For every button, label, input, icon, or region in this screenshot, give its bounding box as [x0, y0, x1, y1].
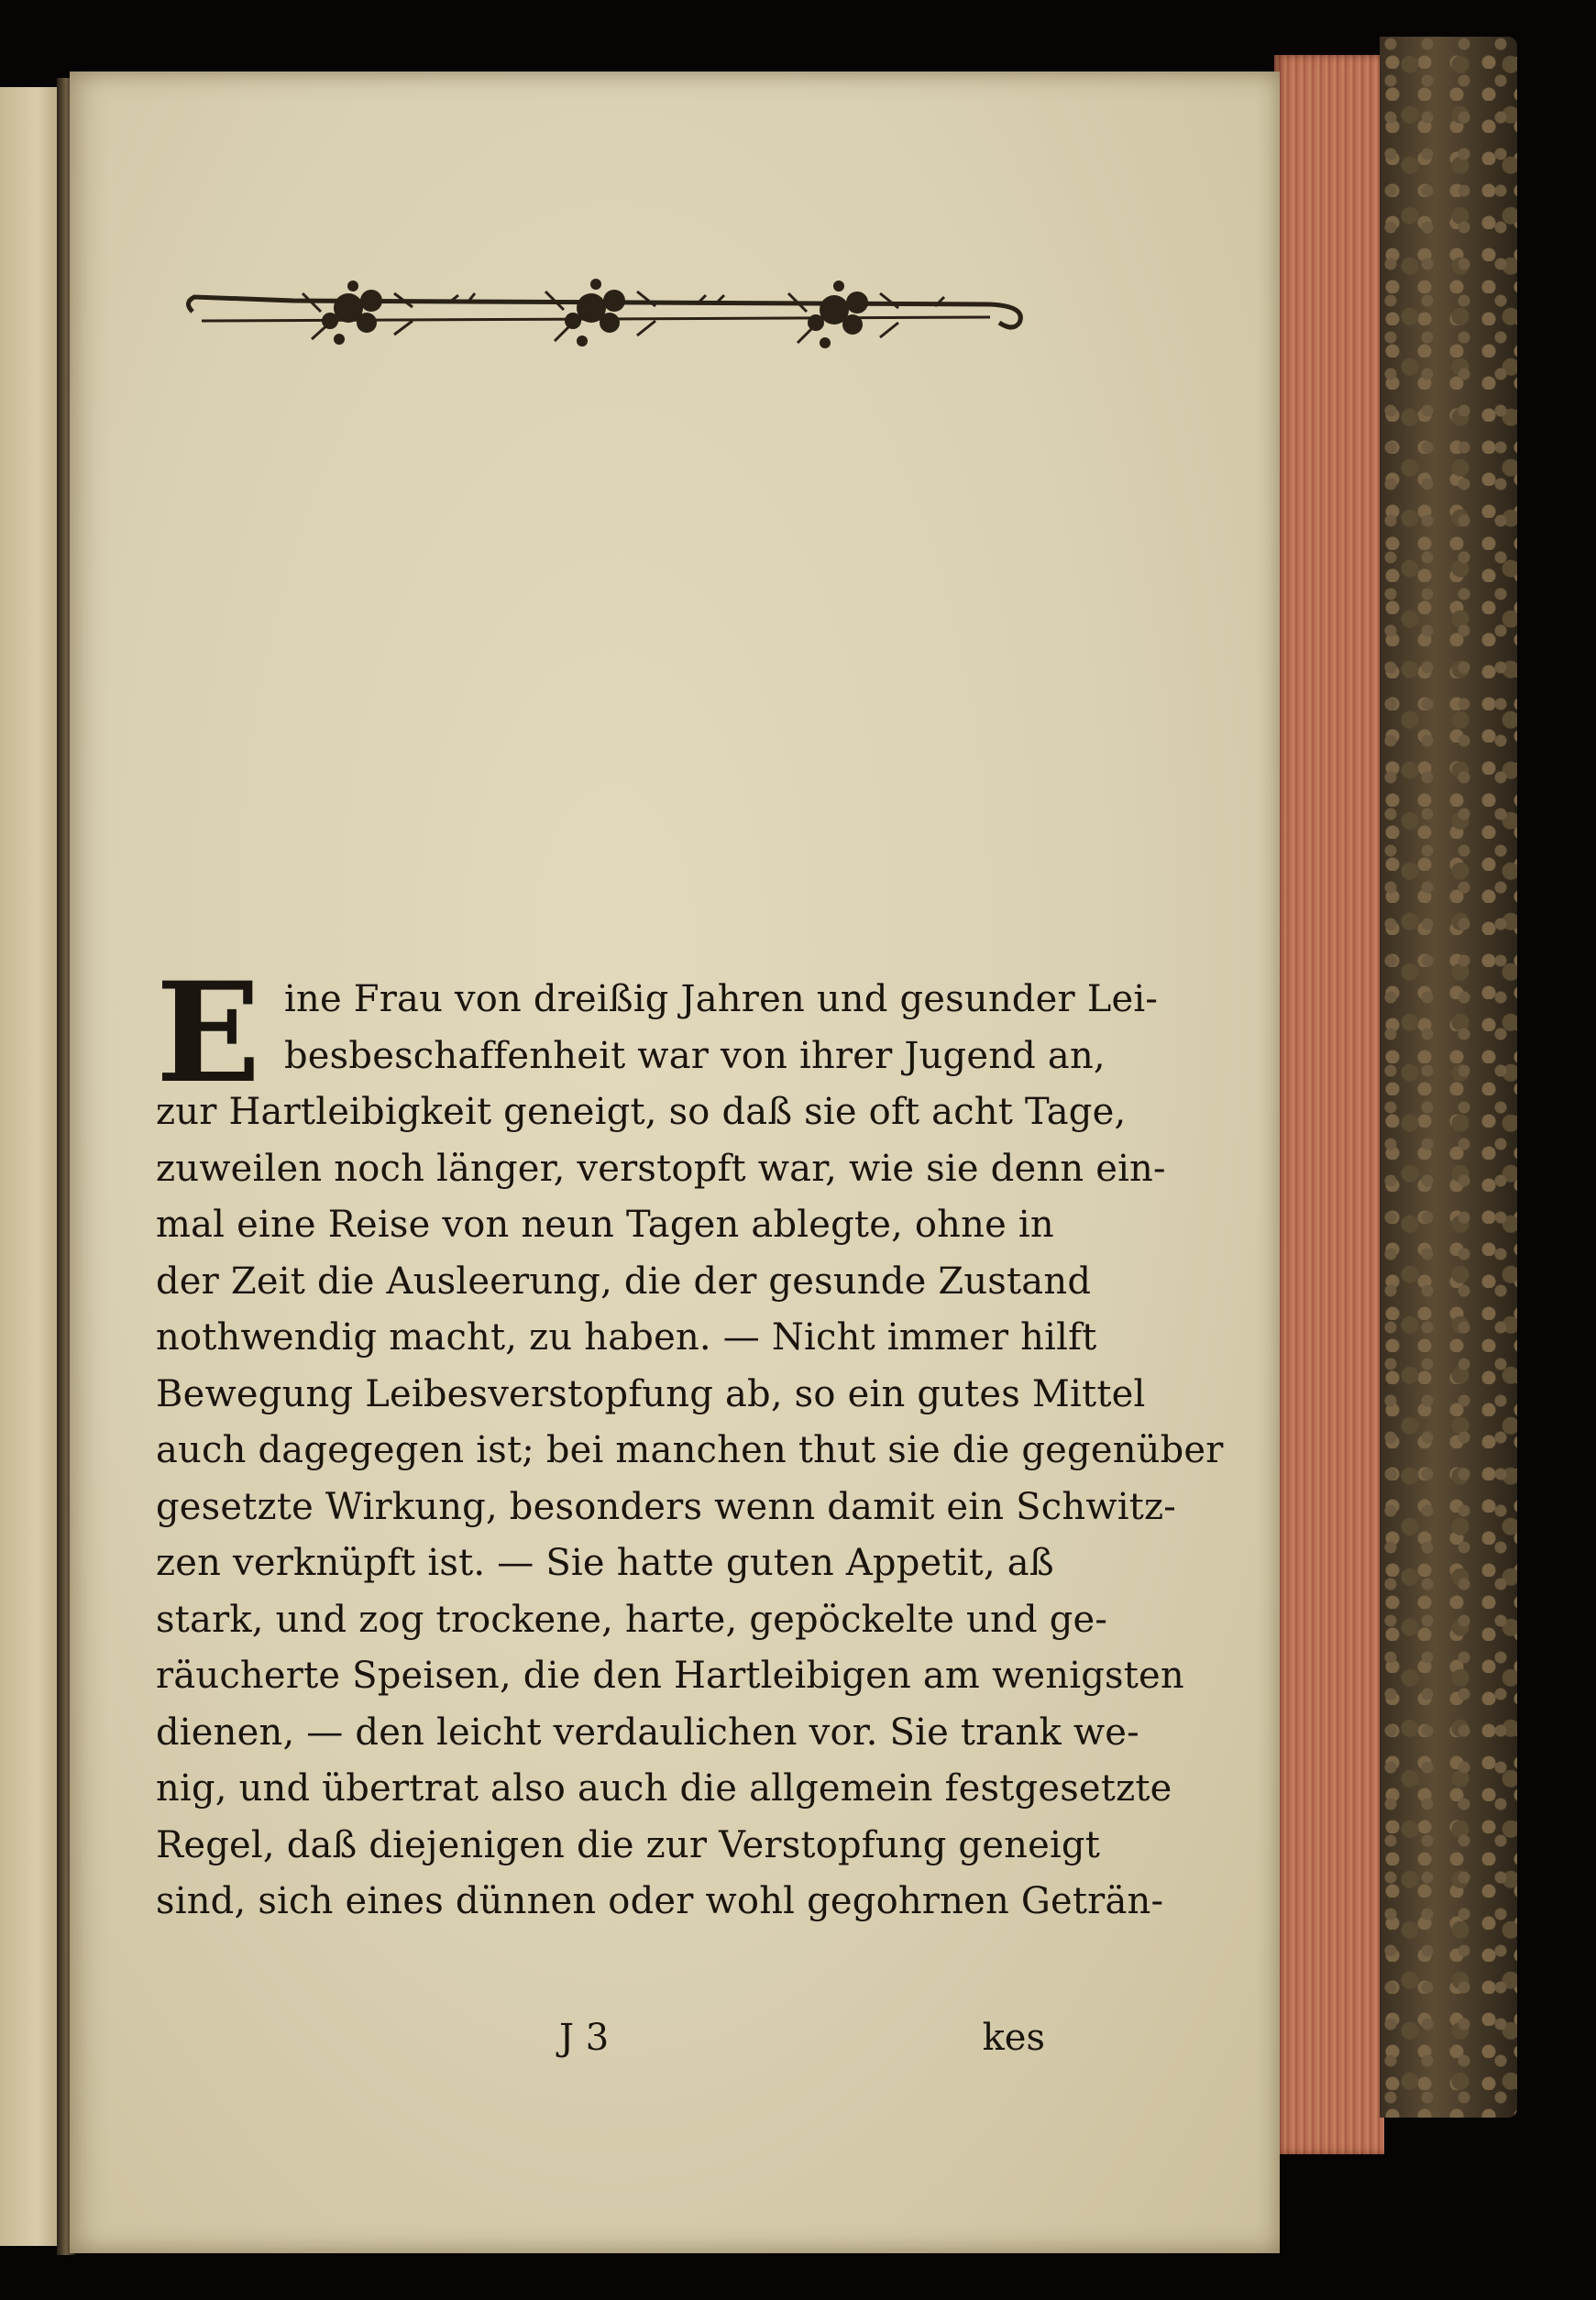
- text-line: Regel, daß diejenigen die zur Verstopfung geneigt: [156, 1823, 1101, 1866]
- text-line: dienen, — den leicht verdaulichen vor. Sie trank we-: [156, 1711, 1139, 1754]
- text-line: gesetzte Wirkung, besonders wenn damit ein Schwitz-: [156, 1485, 1177, 1528]
- text-line: ine Frau von dreißig Jahren und gesunder Lei-: [284, 978, 1159, 1020]
- page-footer: [156, 2017, 1045, 2072]
- text-line: Bewegung Leibesverstopfung ab, so ein gutes Mittel: [156, 1372, 1146, 1415]
- catchword: kes: [982, 2017, 1045, 2059]
- text-line: zuweilen noch länger, verstopft war, wie sie denn ein-: [156, 1147, 1166, 1190]
- text-line: besbeschaffenheit war von ihrer Jugend an,: [284, 1034, 1106, 1077]
- text-line: räucherte Speisen, die den Hartleibigen am wenigsten: [156, 1655, 1184, 1697]
- text-line: der Zeit die Ausleerung, die der gesunde Zustand: [156, 1260, 1092, 1303]
- page-edges: [1274, 55, 1384, 2154]
- text-line: auch dagegegen ist; bei manchen thut sie die gegenüber: [156, 1429, 1224, 1471]
- book-cover: [1380, 37, 1517, 2118]
- text-line: sind, sich eines dünnen oder wohl gegohrnen Geträn-: [156, 1880, 1164, 1922]
- body-text: [156, 952, 1224, 1931]
- drop-cap-initial: E: [156, 952, 261, 1114]
- text-line: mal eine Reise von neun Tagen ablegte, ohne in: [156, 1204, 1054, 1246]
- text-line: nothwendig macht, zu haben. — Nicht immer hilft: [156, 1316, 1097, 1359]
- floral-headpiece-ornament: [183, 266, 1036, 367]
- signature-mark: J 3: [559, 2017, 610, 2059]
- text-line: zur Hartleibigkeit geneigt, so daß sie oft acht Tage,: [156, 1091, 1127, 1133]
- text-line: stark, und zog trockene, harte, gepöckelte und ge-: [156, 1598, 1108, 1641]
- text-line: nig, und übertrat also auch die allgemein festgesetzte: [156, 1767, 1172, 1810]
- text-line: zen verknüpft ist. — Sie hatte guten Appetit, aß: [156, 1542, 1054, 1584]
- left-page-edge: [0, 87, 62, 2246]
